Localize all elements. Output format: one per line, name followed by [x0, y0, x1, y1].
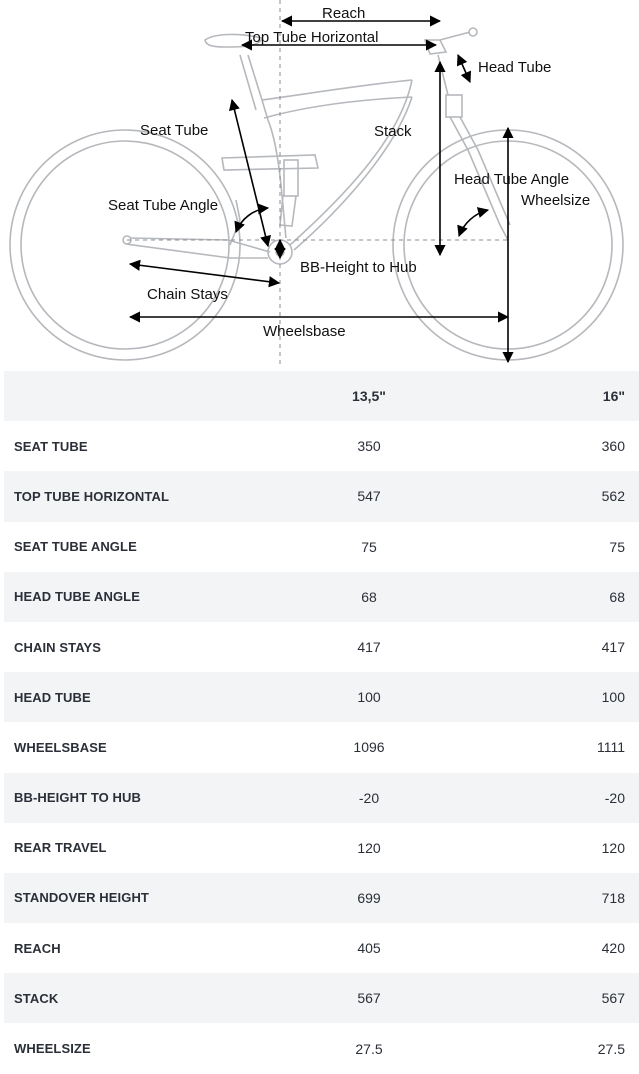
row-value-16: 1111 — [596, 739, 625, 756]
row-value-13-5: 68 — [264, 572, 474, 622]
row-value-16: -20 — [474, 773, 639, 823]
row-value-13-5: -20 — [264, 773, 474, 823]
label-chain-stays: Chain Stays — [147, 286, 228, 303]
label-bb-height-to-hub: BB-Height to Hub — [300, 259, 417, 276]
diagram-labels — [108, 5, 590, 340]
row-value-13-5: 547 — [264, 471, 474, 521]
row-label: TOP TUBE HORIZONTAL — [4, 471, 264, 521]
row-value-13-5: 417 — [357, 639, 381, 656]
bike-geometry-diagram — [0, 0, 639, 370]
head-tube-arrow — [458, 55, 470, 82]
row-label: BB-HEIGHT TO HUB — [4, 773, 264, 823]
table-row — [4, 823, 639, 873]
label-wheelsbase: Wheelsbase — [263, 323, 346, 340]
row-value-13-5: 699 — [264, 873, 474, 923]
table-row — [4, 773, 639, 823]
header-size-16[interactable]: 16" — [474, 371, 639, 421]
header-size-13-5[interactable]: 13,5" — [264, 371, 474, 421]
row-label: WHEELSBASE — [14, 739, 107, 755]
row-label: HEAD TUBE — [4, 672, 264, 722]
rear-wheel — [10, 130, 240, 360]
geometry-table — [4, 371, 639, 1074]
row-value-16: 68 — [474, 572, 639, 622]
row-value-13-5: 350 — [357, 438, 381, 455]
header-label-cell — [4, 371, 264, 421]
reference-lines — [127, 0, 510, 365]
head-tube-angle-arc — [459, 210, 488, 236]
row-label: REAR TRAVEL — [14, 840, 107, 856]
row-label: STANDOVER HEIGHT — [4, 873, 264, 923]
row-value-16: 100 — [474, 672, 639, 722]
row-value-16: 120 — [601, 839, 625, 856]
row-label: SEAT TUBE ANGLE — [14, 539, 137, 555]
row-value-16: 562 — [474, 471, 639, 521]
frame — [123, 55, 412, 264]
table-row — [4, 722, 639, 772]
table-header-row — [4, 371, 639, 421]
row-value-16: 718 — [474, 873, 639, 923]
row-value-16: 567 — [474, 973, 639, 1023]
row-value-13-5: 100 — [264, 672, 474, 722]
row-value-13-5: 1096 — [353, 739, 385, 756]
row-label: HEAD TUBE ANGLE — [4, 572, 264, 622]
row-value-16: 360 — [601, 438, 625, 455]
row-value-13-5: 405 — [357, 940, 381, 957]
table-row — [4, 873, 639, 923]
table-row — [4, 1023, 639, 1073]
row-value-13-5: 27.5 — [355, 1040, 383, 1057]
dimension-arrows — [130, 21, 508, 362]
label-wheelsize: Wheelsize — [521, 192, 591, 209]
table-row — [4, 421, 639, 471]
table-row — [4, 672, 639, 722]
table-row — [4, 973, 639, 1023]
table-row — [4, 923, 639, 973]
label-head-tube: Head Tube — [478, 59, 552, 76]
row-label: REACH — [14, 940, 61, 956]
row-label: SEAT TUBE — [14, 438, 88, 454]
chain-stays-arrow — [130, 264, 279, 283]
label-stack: Stack — [374, 123, 412, 140]
row-value-16: 27.5 — [597, 1040, 625, 1057]
row-label: WHEELSIZE — [14, 1041, 91, 1057]
table-row — [4, 572, 639, 622]
label-top-tube-horizontal: Top Tube Horizontal — [245, 29, 379, 46]
table-row — [4, 522, 639, 572]
label-seat-tube-angle: Seat Tube Angle — [108, 197, 219, 214]
label-reach: Reach — [322, 5, 366, 22]
label-head-tube-angle: Head Tube Angle — [454, 171, 570, 188]
row-label: CHAIN STAYS — [14, 639, 102, 655]
row-value-13-5: 75 — [361, 538, 377, 555]
row-value-16: 417 — [601, 639, 625, 656]
label-seat-tube: Seat Tube — [140, 122, 209, 139]
table-row — [4, 622, 639, 672]
row-value-13-5: 120 — [357, 839, 381, 856]
row-value-16: 420 — [601, 940, 625, 957]
table-row — [4, 471, 639, 521]
row-value-16: 75 — [609, 538, 625, 555]
row-value-13-5: 567 — [264, 973, 474, 1023]
row-label: STACK — [4, 973, 264, 1023]
